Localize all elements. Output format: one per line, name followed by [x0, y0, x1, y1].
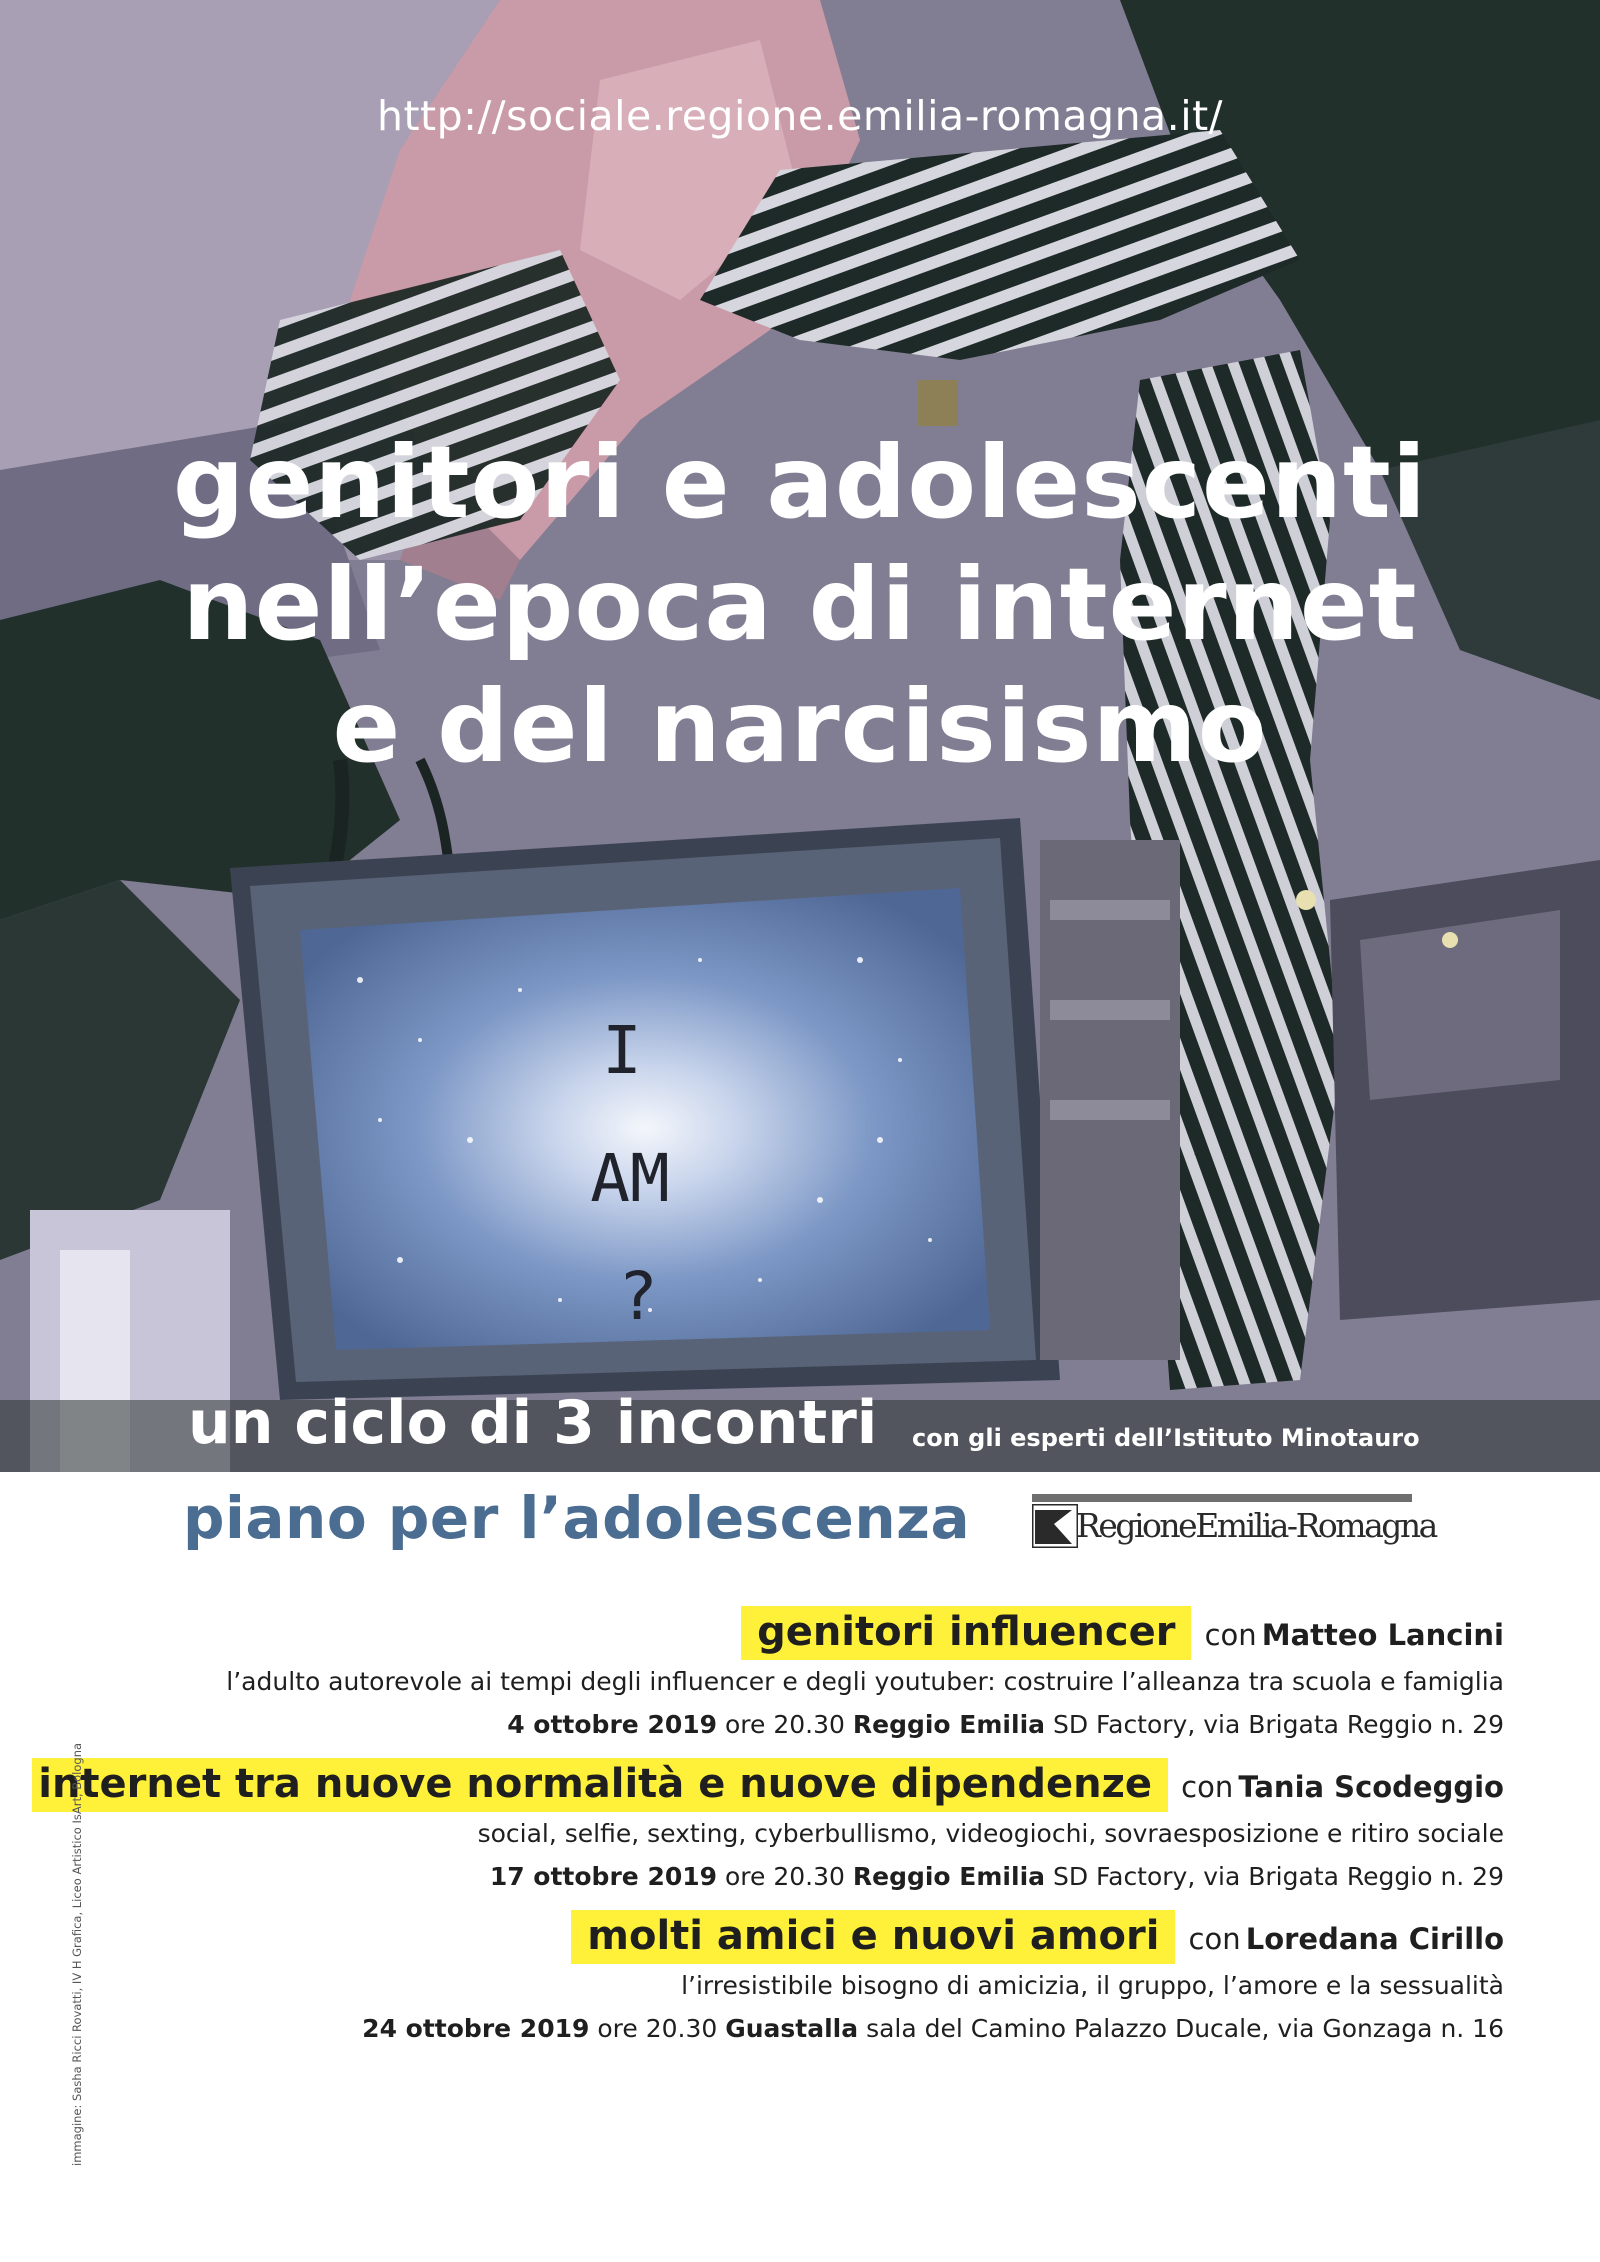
region-flag-icon — [1032, 1504, 1078, 1548]
logo-bar — [1032, 1494, 1412, 1502]
event-1-speaker: Matteo Lancini — [1261, 1618, 1504, 1652]
event-3-time: ore 20.30 — [597, 2014, 718, 2043]
poster-title — [0, 422, 1600, 788]
event-3 — [362, 1910, 1504, 2050]
event-1-venue: SD Factory, via Brigata Reggio n. 29 — [1052, 1710, 1504, 1739]
event-2-title: internet tra nuove normalità e nuove dipendenze — [32, 1758, 1168, 1812]
event-2-con: con — [1181, 1770, 1234, 1804]
title-line-1: genitori e adolescenti — [172, 424, 1428, 541]
event-1-subtitle: l’adulto autorevole ai tempi degli influencer e degli youtuber: costruire l’alleanza tra scuola e famiglia — [226, 1667, 1504, 1696]
event-3-title: molti amici e nuovi amori — [571, 1910, 1175, 1964]
title-line-2: nell’epoca di internet — [182, 546, 1418, 663]
event-2-venue: SD Factory, via Brigata Reggio n. 29 — [1052, 1862, 1504, 1891]
program-title: piano per l’adolescenza — [183, 1484, 971, 1552]
event-1-details — [226, 1703, 1504, 1746]
event-3-venue: sala del Camino Palazzo Ducale, via Gonzaga n. 16 — [866, 2014, 1504, 2043]
event-2-details — [32, 1855, 1504, 1898]
event-1-heading — [226, 1606, 1504, 1660]
title-line-3: e del narcisismo — [332, 668, 1268, 785]
tv-screen-text-3: ? — [618, 1258, 658, 1335]
event-2-time: ore 20.30 — [724, 1862, 845, 1891]
event-1-time: ore 20.30 — [724, 1710, 845, 1739]
event-3-date: 24 ottobre 2019 — [362, 2014, 590, 2043]
event-2-subtitle: social, selfie, sexting, cyberbullismo, videogiochi, sovraesposizione e ritiro sociale — [477, 1819, 1504, 1848]
event-3-details — [362, 2007, 1504, 2050]
event-2-speaker: Tania Scodeggio — [1238, 1770, 1504, 1804]
tv-screen-text-1: I — [602, 1012, 642, 1089]
event-3-heading — [362, 1910, 1504, 1964]
event-2-city: Reggio Emilia — [852, 1862, 1046, 1891]
event-3-con: con — [1188, 1922, 1241, 1956]
event-1-con: con — [1204, 1618, 1257, 1652]
event-3-subtitle: l’irresistibile bisogno di amicizia, il gruppo, l’amore e la sessualità — [681, 1971, 1504, 2000]
tv-screen-text-2: AM — [590, 1140, 670, 1217]
event-1 — [226, 1606, 1504, 1746]
event-1-date: 4 ottobre 2019 — [507, 1710, 718, 1739]
event-3-city: Guastalla — [725, 2014, 859, 2043]
event-3-speaker: Loredana Cirillo — [1245, 1922, 1504, 1956]
event-2-date: 17 ottobre 2019 — [489, 1862, 718, 1891]
logo-text: RegioneEmilia-Romagna — [1076, 1506, 1436, 1545]
cycle-subheading: con gli esperti dell’Istituto Minotauro — [912, 1424, 1420, 1452]
region-logo — [1032, 1494, 1436, 1552]
event-2-heading — [32, 1758, 1504, 1812]
event-1-city: Reggio Emilia — [852, 1710, 1046, 1739]
website-url[interactable]: http://sociale.regione.emilia-romagna.it/ — [377, 92, 1223, 140]
event-2 — [32, 1758, 1504, 1898]
image-credit: immagine: Sasha Ricci Rovatti, IV H Grafica, Liceo Artistico IsArt, Bologna — [70, 1742, 84, 2166]
event-1-title: genitori influencer — [741, 1606, 1191, 1660]
cycle-heading: un ciclo di 3 incontri — [188, 1388, 878, 1458]
